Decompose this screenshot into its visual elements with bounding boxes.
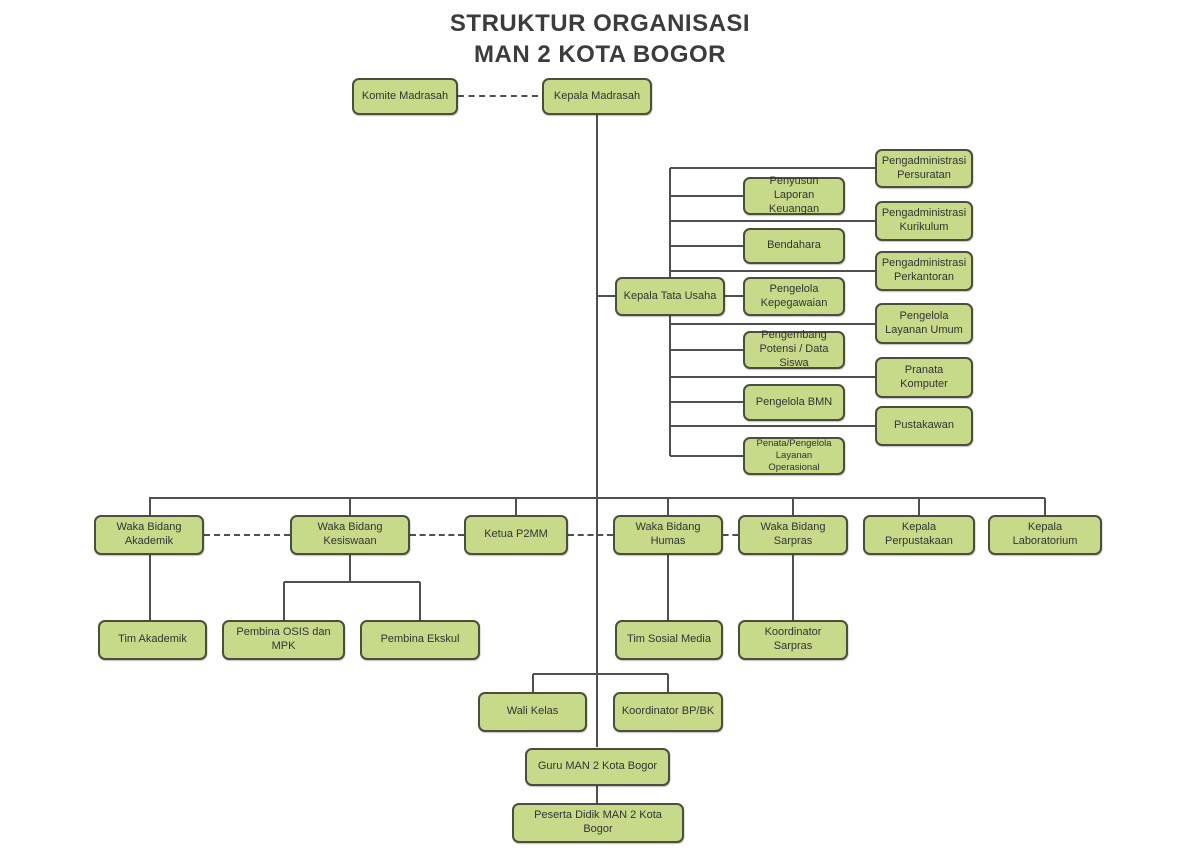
connector-tu-trunk-down bbox=[669, 316, 671, 456]
node-label-kepala-madrasah: Kepala Madrasah bbox=[553, 89, 641, 102]
node-komite-madrasah bbox=[352, 78, 458, 115]
connector-waka-rail bbox=[149, 497, 1045, 499]
node-bendahara bbox=[743, 228, 845, 264]
node-label-pengadministrasi-kurikulum: Pengadministrasi Kurikulum bbox=[881, 207, 967, 233]
connector-branch-persuratan bbox=[670, 167, 875, 169]
connector-branch-layanan-umum bbox=[670, 323, 875, 325]
node-pengadministrasi-persuratan bbox=[875, 149, 973, 188]
node-label-bendahara: Bendahara bbox=[767, 239, 821, 252]
node-pengadministrasi-perkantoran bbox=[875, 251, 973, 291]
page-title-line2: MAN 2 KOTA BOGOR bbox=[474, 41, 726, 68]
node-pengelola-bmn bbox=[743, 384, 845, 421]
connector-branch-bmn bbox=[670, 401, 743, 403]
connector-kesiswaan-stem bbox=[349, 555, 351, 582]
node-label-pengadministrasi-persuratan: Pengadministrasi Persuratan bbox=[881, 154, 967, 181]
connector-branch-bendahara bbox=[670, 245, 743, 247]
node-tim-akademik bbox=[98, 620, 207, 660]
connector-guru-to-peserta bbox=[596, 786, 598, 803]
node-label-komite-madrasah: Komite Madrasah bbox=[361, 89, 449, 102]
page-title bbox=[0, 8, 1200, 70]
node-label-tim-akademik: Tim Akademik bbox=[118, 633, 187, 646]
connector-branch-kepegawaian bbox=[725, 295, 743, 297]
node-label-penyusun-laporan-keuangan: Penyusun Laporan Keuangan bbox=[768, 175, 820, 215]
connector-drop-p2mm bbox=[515, 498, 517, 515]
node-pembina-ekskul bbox=[360, 620, 480, 660]
node-peserta-didik-man-2-kota-bogor bbox=[512, 803, 684, 843]
node-label-penata-pengelola-layanan-operasional: Penata/Pengelola Layanan Operasional bbox=[756, 438, 832, 473]
node-waka-bidang-humas bbox=[613, 515, 723, 555]
connector-branch-penata bbox=[670, 455, 743, 457]
node-waka-bidang-akademik bbox=[94, 515, 204, 555]
connector-drop-wali-kelas bbox=[532, 674, 534, 692]
connector-dashed-humas-sarpras bbox=[723, 534, 738, 536]
node-label-pustakawan: Pustakawan bbox=[894, 419, 954, 432]
node-kepala-madrasah bbox=[542, 78, 652, 115]
connector-wali-bpbk-rail bbox=[533, 673, 668, 675]
connector-sarpras-to-koordinator bbox=[792, 555, 794, 620]
connector-tu-trunk-up bbox=[669, 168, 671, 277]
node-pengembang-potensi-data-siswa bbox=[743, 331, 845, 369]
node-ketua-p2mm bbox=[464, 515, 568, 555]
connector-branch-pengembang bbox=[670, 349, 743, 351]
connector-drop-perpustakaan bbox=[918, 498, 920, 515]
connector-dashed-kesiswaan-p2mm bbox=[410, 534, 464, 536]
node-pranata-komputer bbox=[875, 357, 973, 398]
node-kepala-perpustakaan bbox=[863, 515, 975, 555]
node-label-pembina-ekskul: Pembina Ekskul bbox=[380, 633, 460, 646]
node-label-wali-kelas: Wali Kelas bbox=[506, 705, 559, 718]
connector-branch-pranata bbox=[670, 376, 875, 378]
connector-drop-kesiswaan bbox=[349, 498, 351, 515]
connector-drop-bpbk bbox=[667, 674, 669, 692]
connector-drop-ekskul bbox=[419, 582, 421, 620]
node-label-pengadministrasi-perkantoran: Pengadministrasi Perkantoran bbox=[881, 257, 967, 283]
node-label-kepala-perpustakaan: Kepala Perpustakaan bbox=[885, 521, 953, 547]
node-label-waka-bidang-kesiswaan: Waka Bidang Kesiswaan bbox=[317, 521, 383, 547]
node-penata-pengelola-layanan-operasional bbox=[743, 437, 845, 475]
node-tim-sosial-media bbox=[615, 620, 723, 660]
node-label-pengelola-layanan-umum: Pengelola Layanan Umum bbox=[885, 309, 963, 336]
node-label-waka-bidang-sarpras: Waka Bidang Sarpras bbox=[760, 521, 826, 547]
node-koordinator-sarpras bbox=[738, 620, 848, 660]
node-pustakawan bbox=[875, 406, 973, 446]
node-kepala-tata-usaha bbox=[615, 277, 725, 316]
node-label-pengelola-kepegawaian: Pengelola Kepegawaian bbox=[760, 282, 828, 309]
connector-branch-perkantoran bbox=[670, 270, 875, 272]
connector-drop-osis bbox=[283, 582, 285, 620]
page-title-line1: STRUKTUR ORGANISASI bbox=[449, 10, 751, 37]
node-pengadministrasi-kurikulum bbox=[875, 201, 973, 241]
node-label-pengembang-potensi-data-siswa: Pengembang Potensi / Data Siswa bbox=[759, 329, 829, 369]
node-penyusun-laporan-keuangan bbox=[743, 177, 845, 215]
connector-komite-kepala-dashed bbox=[458, 95, 538, 97]
node-label-peserta-didik-man-2-kota-bogor: Peserta Didik MAN 2 Kota Bogor bbox=[534, 809, 662, 835]
node-pengelola-kepegawaian bbox=[743, 277, 845, 316]
node-wali-kelas bbox=[478, 692, 587, 732]
connector-akademik-to-tim bbox=[149, 555, 151, 620]
node-label-koordinator-bp-bk: Koordinator BP/BK bbox=[621, 705, 715, 718]
node-waka-bidang-kesiswaan bbox=[290, 515, 410, 555]
node-label-kepala-tata-usaha: Kepala Tata Usaha bbox=[623, 289, 717, 302]
node-waka-bidang-sarpras bbox=[738, 515, 848, 555]
connector-drop-laboratorium bbox=[1044, 498, 1046, 515]
node-guru-man-2-kota-bogor bbox=[525, 748, 670, 786]
node-label-koordinator-sarpras: Koordinator Sarpras bbox=[764, 626, 822, 652]
node-pembina-osis-dan-mpk bbox=[222, 620, 345, 660]
node-label-waka-bidang-humas: Waka Bidang Humas bbox=[635, 521, 701, 547]
connector-spine-to-tata-usaha bbox=[597, 295, 615, 297]
connector-spine bbox=[596, 115, 598, 747]
connector-branch-kurikulum bbox=[670, 220, 875, 222]
node-label-tim-sosial-media: Tim Sosial Media bbox=[627, 633, 711, 646]
node-label-ketua-p2mm: Ketua P2MM bbox=[484, 528, 548, 541]
connector-drop-akademik bbox=[149, 498, 151, 515]
node-kepala-laboratorium bbox=[988, 515, 1102, 555]
connector-drop-sarpras bbox=[792, 498, 794, 515]
node-koordinator-bp-bk bbox=[613, 692, 723, 732]
node-label-pembina-osis-dan-mpk: Pembina OSIS dan MPK bbox=[236, 626, 331, 652]
connector-dashed-p2mm-humas bbox=[568, 534, 613, 536]
node-label-kepala-laboratorium: Kepala Laboratorium bbox=[1012, 521, 1078, 547]
node-label-waka-bidang-akademik: Waka Bidang Akademik bbox=[116, 521, 182, 547]
connector-branch-penyusun bbox=[670, 195, 743, 197]
node-label-pengelola-bmn: Pengelola BMN bbox=[755, 395, 833, 408]
connector-kesiswaan-rail bbox=[284, 581, 420, 583]
connector-dashed-akademik-kesiswaan bbox=[204, 534, 290, 536]
connector-branch-pustakawan bbox=[670, 425, 875, 427]
node-pengelola-layanan-umum bbox=[875, 303, 973, 344]
connector-drop-humas bbox=[667, 498, 669, 515]
connector-humas-to-sosmed bbox=[667, 555, 669, 620]
node-label-pranata-komputer: Pranata Komputer bbox=[900, 363, 948, 390]
node-label-guru-man-2-kota-bogor: Guru MAN 2 Kota Bogor bbox=[537, 760, 658, 773]
